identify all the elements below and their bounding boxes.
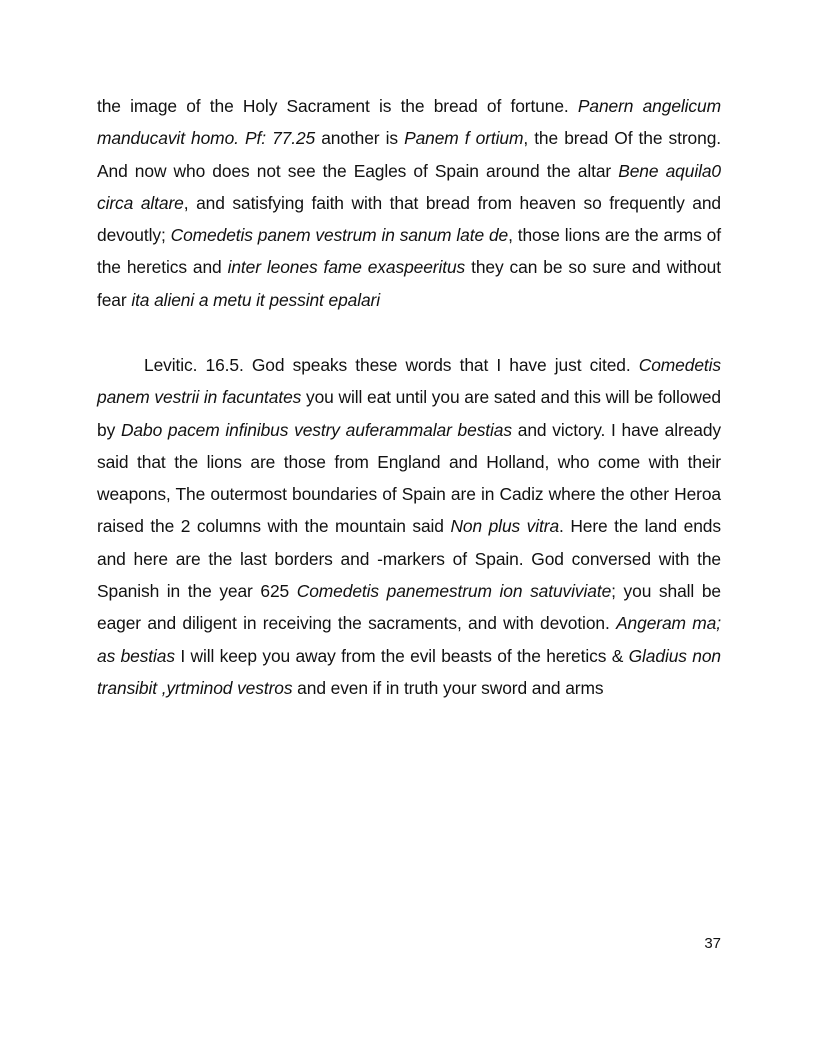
latin-quote: Angeram ma; as bestias <box>97 613 721 666</box>
text-run: you will eat until you are sated and this will be followed by <box>97 387 721 440</box>
paragraph-2 <box>97 349 721 704</box>
latin-quote: Panem f ortium <box>404 128 524 149</box>
text-run: , those lions are the arms of the heretics and <box>97 225 721 278</box>
text-run: ; you shall be eager and diligent in receiving the sacraments, and with devotion. <box>97 581 721 634</box>
text-run: they can be so sure and without fear <box>97 257 721 310</box>
text-run: Levitic. 16.5. God speaks these words that I have just cited. <box>144 355 639 375</box>
latin-quote: Bene aquila0 circa altare <box>97 160 721 213</box>
latin-quote: Comedetis panem vestrii in facuntates <box>97 355 721 408</box>
text-run: the image of the Holy Sacrament is the bread of fortune. <box>97 96 578 116</box>
text-run: and even if in truth your sword and arms <box>292 677 604 698</box>
latin-quote: Non plus vitra <box>450 516 560 537</box>
page-number: 37 <box>704 935 721 952</box>
text-run: another is <box>315 128 405 149</box>
text-run: . Here the land ends and here are the last borders and -markers of Spain. God conversed with the Spanish in the year 625 <box>97 516 721 602</box>
text-run: I will keep you away from the evil beasts of the heretics & <box>174 645 629 666</box>
text-run: , and satisfying faith with that bread from heaven so frequently and devoutly; <box>97 192 721 246</box>
paragraph-1 <box>97 90 721 316</box>
latin-quote: Comedetis panem vestrum in sanum late de <box>170 225 509 246</box>
latin-quote: Gladius non transibit ,yrtminod vestros <box>97 645 721 698</box>
text-run: and victory. I have already said that the lions are those from England and Holland, who come with their weapons, The outermost boundaries of Spain are in Cadiz where the other Heroa raised the 2 columns with the mountain said <box>97 419 721 537</box>
latin-quote: inter leones fame exaspeeritus <box>227 257 466 278</box>
latin-quote: ita alieni a metu it pessint epalari <box>131 289 381 310</box>
latin-quote: Panern angelicum manducavit homo. Pf: 77.25 <box>97 96 721 149</box>
latin-quote: Dabo pacem infinibus vestry auferammalar bestias <box>120 419 512 440</box>
latin-quote: Comedetis panemestrum ion satuviviate <box>296 581 612 602</box>
text-run: , the bread Of the strong. And now who does not see the Eagles of Spain around the altar <box>97 128 722 181</box>
